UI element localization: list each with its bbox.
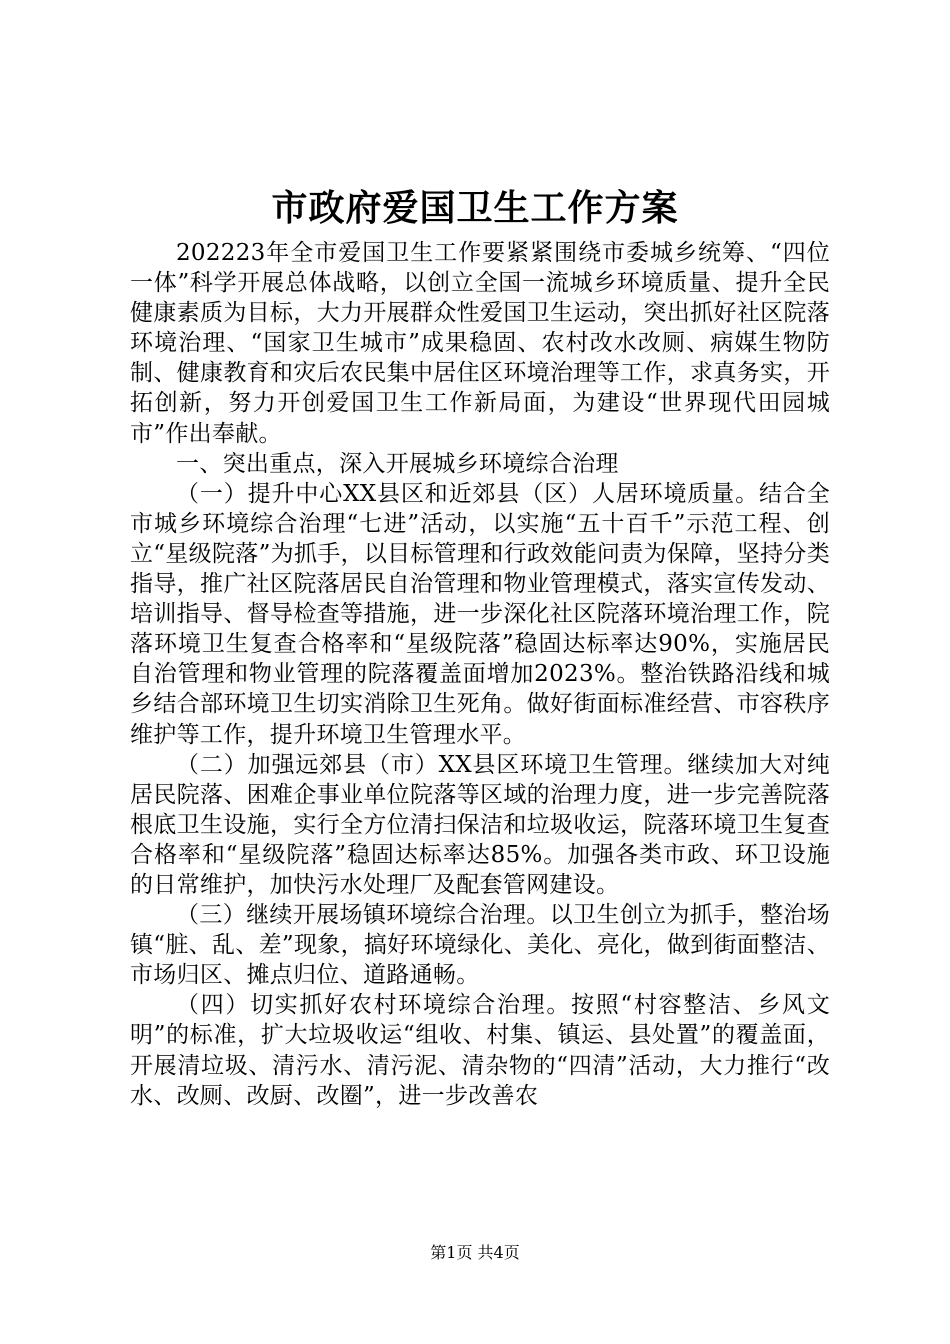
paragraph-item-4: （四）切实抓好农村环境综合治理。按照“村容整洁、乡风文明”的标准，扩大垃圾收运“组收、村集、镇运、县处置”的覆盖面，开展清垃圾、清污水、清污泥、清杂物的“四清”活动，大力推行“改水、改厕、改厨、改圈”，进一步改善农 bbox=[130, 992, 830, 1109]
paragraph-item-3: （三）继续开展场镇环境综合治理。以卫生创立为抓手，整治场镇“脏、乱、差”现象，搞好环境绿化、美化、亮化，做到街面整洁、市场归区、摊点归位、道路通畅。 bbox=[130, 902, 830, 989]
paragraph-item-1: （一）提升中心XX县区和近郊县（区）人居环境质量。结合全市城乡环境综合治理“七进”活动，以实施“五十百千”示范工程、创立“星级院落”为抓手，以目标管理和行政效能问责为保障，坚持分类指导，推广社区院落居民自治管理和物业管理模式，落实宣传发动、培训指导、督导检查等措施，进一步深化社区院落环境治理工作，院落环境卫生复查合格率和“星级院落”稳固达标率达90%，实施居民自治管理和物业管理的院落覆盖面增加2023%。整治铁路沿线和城乡结合部环境卫生切实消除卫生死角。做好街面标准经营、市容秩序维护等工作，提升环境卫生管理水平。 bbox=[130, 480, 830, 748]
document-title: 市政府爱国卫生工作方案 bbox=[271, 187, 679, 229]
document-body bbox=[130, 238, 830, 1111]
paragraph-item-2: （二）加强远郊县（市）XX县区环境卫生管理。继续加大对纯居民院落、困难企事业单位院落等区域的治理力度，进一步完善院落根底卫生设施，实行全方位清扫保洁和垃圾收运，院落环境卫生复查合格率和“星级院落”稳固达标率达85%。加强各类市政、环卫设施的日常维护，加快污水处理厂及配套管网建设。 bbox=[130, 751, 830, 898]
page-footer: 第1页 共4页 bbox=[430, 1243, 520, 1262]
section-heading-1: 一、突出重点，深入开展城乡环境综合治理 bbox=[176, 450, 619, 477]
paragraph-intro: 202223年全市爱国卫生工作要紧紧围绕市委城乡统筹、“四位一体”科学开展总体战略，以创立全国一流城乡环境质量、提升全民健康素质为目标，大力开展群众性爱国卫生运动，突出抓好社区院落环境治理、“国家卫生城市”成果稳固、农村改水改厕、病媒生物防制、健康教育和灾后农民集中居住区环境治理等工作，求真务实，开拓创新，努力开创爱国卫生工作新局面，为建设“世界现代田园城市”作出奉献。 bbox=[130, 240, 830, 447]
